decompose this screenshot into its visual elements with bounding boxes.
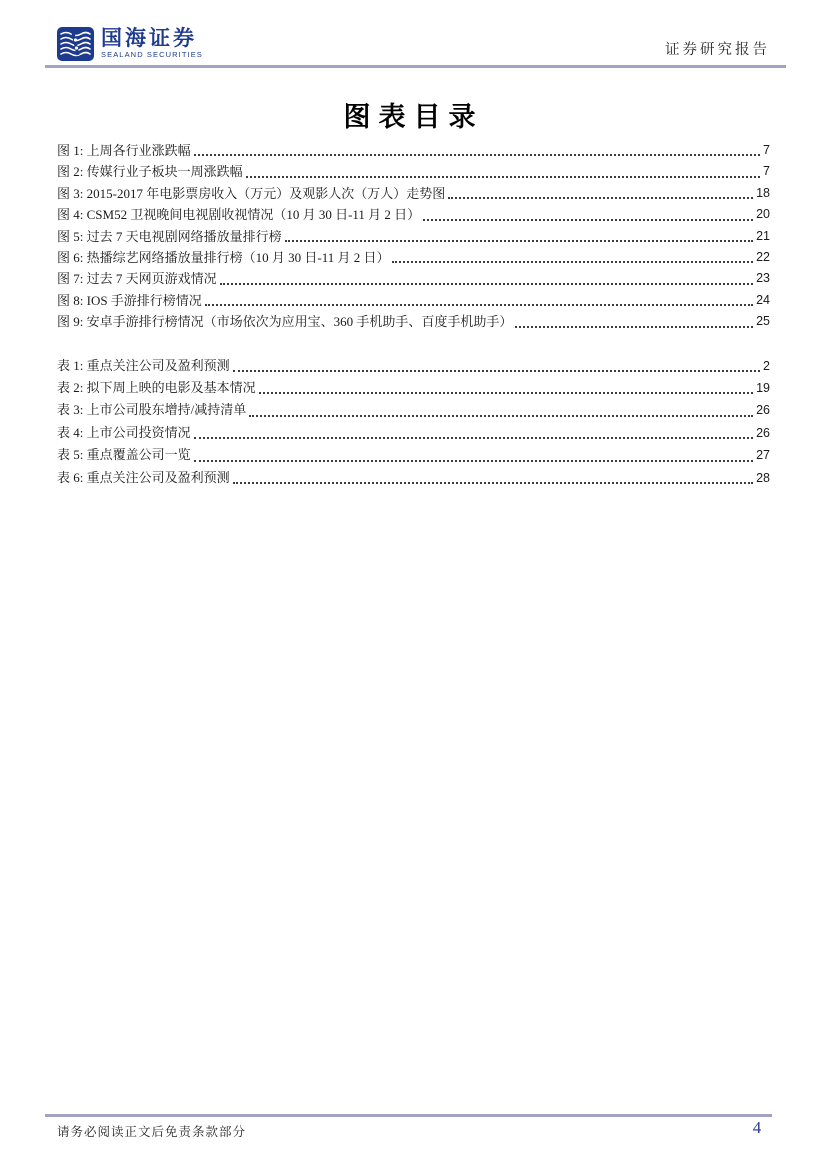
toc-entry-table-3[interactable] [57,399,770,421]
toc-entry-table-2[interactable] [57,377,770,399]
toc-entry-figure-9[interactable] [57,311,770,332]
brand-logo [57,27,203,61]
toc-entry-label: 图 3: 2015-2017 年电影票房收入（万元）及观影人次（万人）走势图 [57,185,446,201]
brand-name-cn: 国海证券 [101,27,197,50]
toc-entry-table-6[interactable] [57,467,770,489]
toc-entry-figure-2[interactable] [57,161,770,182]
toc-leader-dots [246,161,760,177]
toc-leader-dots [249,399,753,416]
toc-entry-label: 表 6: 重点关注公司及盈利预测 [57,469,230,485]
toc-entry-figure-5[interactable] [57,226,770,247]
toc-entry-label: 表 2: 拟下周上映的电影及基本情况 [57,380,256,396]
toc-entry-page: 26 [756,425,770,440]
toc-entry-figure-4[interactable] [57,204,770,225]
logo-wave-icon [57,27,94,61]
toc-tables-list [57,355,770,489]
page-title: 图表目录 [343,102,484,132]
toc-entry-label: 表 4: 上市公司投资情况 [57,424,191,440]
toc-entry-label: 图 6: 热播综艺网络播放量排行榜（10 月 30 日-11 月 2 日） [57,250,390,266]
toc-entry-label: 表 5: 重点覆盖公司一览 [57,447,191,463]
toc-entry-label: 表 3: 上市公司股东增持/减持清单 [57,402,247,418]
toc-entry-label: 图 8: IOS 手游排行榜情况 [57,292,202,308]
footer-disclaimer: 请务必阅读正文后免责条款部分 [57,1125,247,1139]
header-rule [45,65,786,68]
toc-leader-dots [205,290,753,306]
toc-entry-page: 26 [756,403,770,418]
toc-leader-dots [194,444,753,461]
toc-section-gap [57,333,770,355]
toc-entry-page: 21 [756,228,770,243]
toc-entry-page: 22 [756,250,770,265]
toc-entry-label: 图 2: 传媒行业子板块一周涨跌幅 [57,164,243,180]
report-type-label: 证券研究报告 [665,42,770,58]
toc-leader-dots [448,183,753,199]
toc-entry-table-5[interactable] [57,444,770,466]
toc-entry-label: 图 5: 过去 7 天电视剧网络播放量排行榜 [57,228,282,244]
toc-entry-page: 24 [756,292,770,307]
toc-entry-page: 2 [763,358,770,373]
toc-entry-figure-6[interactable] [57,247,770,268]
toc-entry-page: 27 [756,448,770,463]
toc-entry-label: 图 9: 安卓手游排行榜情况（市场依次为应用宝、360 手机助手、百度手机助手） [57,314,513,330]
toc-leader-dots [423,204,753,220]
toc-entry-page: 23 [756,271,770,286]
toc-entry-page: 7 [763,164,770,179]
footer-page-number: 4 [752,1118,762,1137]
toc-figures-list [57,140,770,333]
footer-rule [45,1114,772,1117]
toc-leader-dots [515,311,753,327]
toc-entry-label: 图 7: 过去 7 天网页游戏情况 [57,271,217,287]
toc-entry-page: 20 [756,207,770,222]
toc-entry-label: 表 1: 重点关注公司及盈利预测 [57,357,230,373]
toc-leader-dots [233,355,760,372]
toc-entry-figure-3[interactable] [57,183,770,204]
toc-leader-dots [392,247,753,263]
toc-entry-figure-8[interactable] [57,290,770,311]
toc-leader-dots [220,268,753,284]
toc-leader-dots [194,422,753,439]
toc-entry-figure-1[interactable] [57,140,770,161]
toc-entry-table-1[interactable] [57,355,770,377]
toc-entry-label: 图 1: 上周各行业涨跌幅 [57,143,191,158]
toc-entry-figure-7[interactable] [57,268,770,289]
toc-entry-page: 28 [756,470,770,485]
toc-entry-table-4[interactable] [57,422,770,444]
toc-entry-page: 25 [756,314,770,329]
toc-entry-page: 19 [756,381,770,396]
toc-leader-dots [285,226,753,242]
brand-name-en: SEALAND SECURITIES [101,50,203,59]
figure-table-directory [57,140,770,489]
toc-entry-page: 7 [763,143,770,157]
toc-leader-dots [194,140,760,156]
toc-leader-dots [259,377,753,394]
brand-text [101,27,203,59]
toc-entry-label: 图 4: CSM52 卫视晚间电视剧收视情况（10 月 30 日-11 月 2 日） [57,207,421,223]
toc-entry-page: 18 [756,185,770,200]
toc-leader-dots [233,467,753,484]
